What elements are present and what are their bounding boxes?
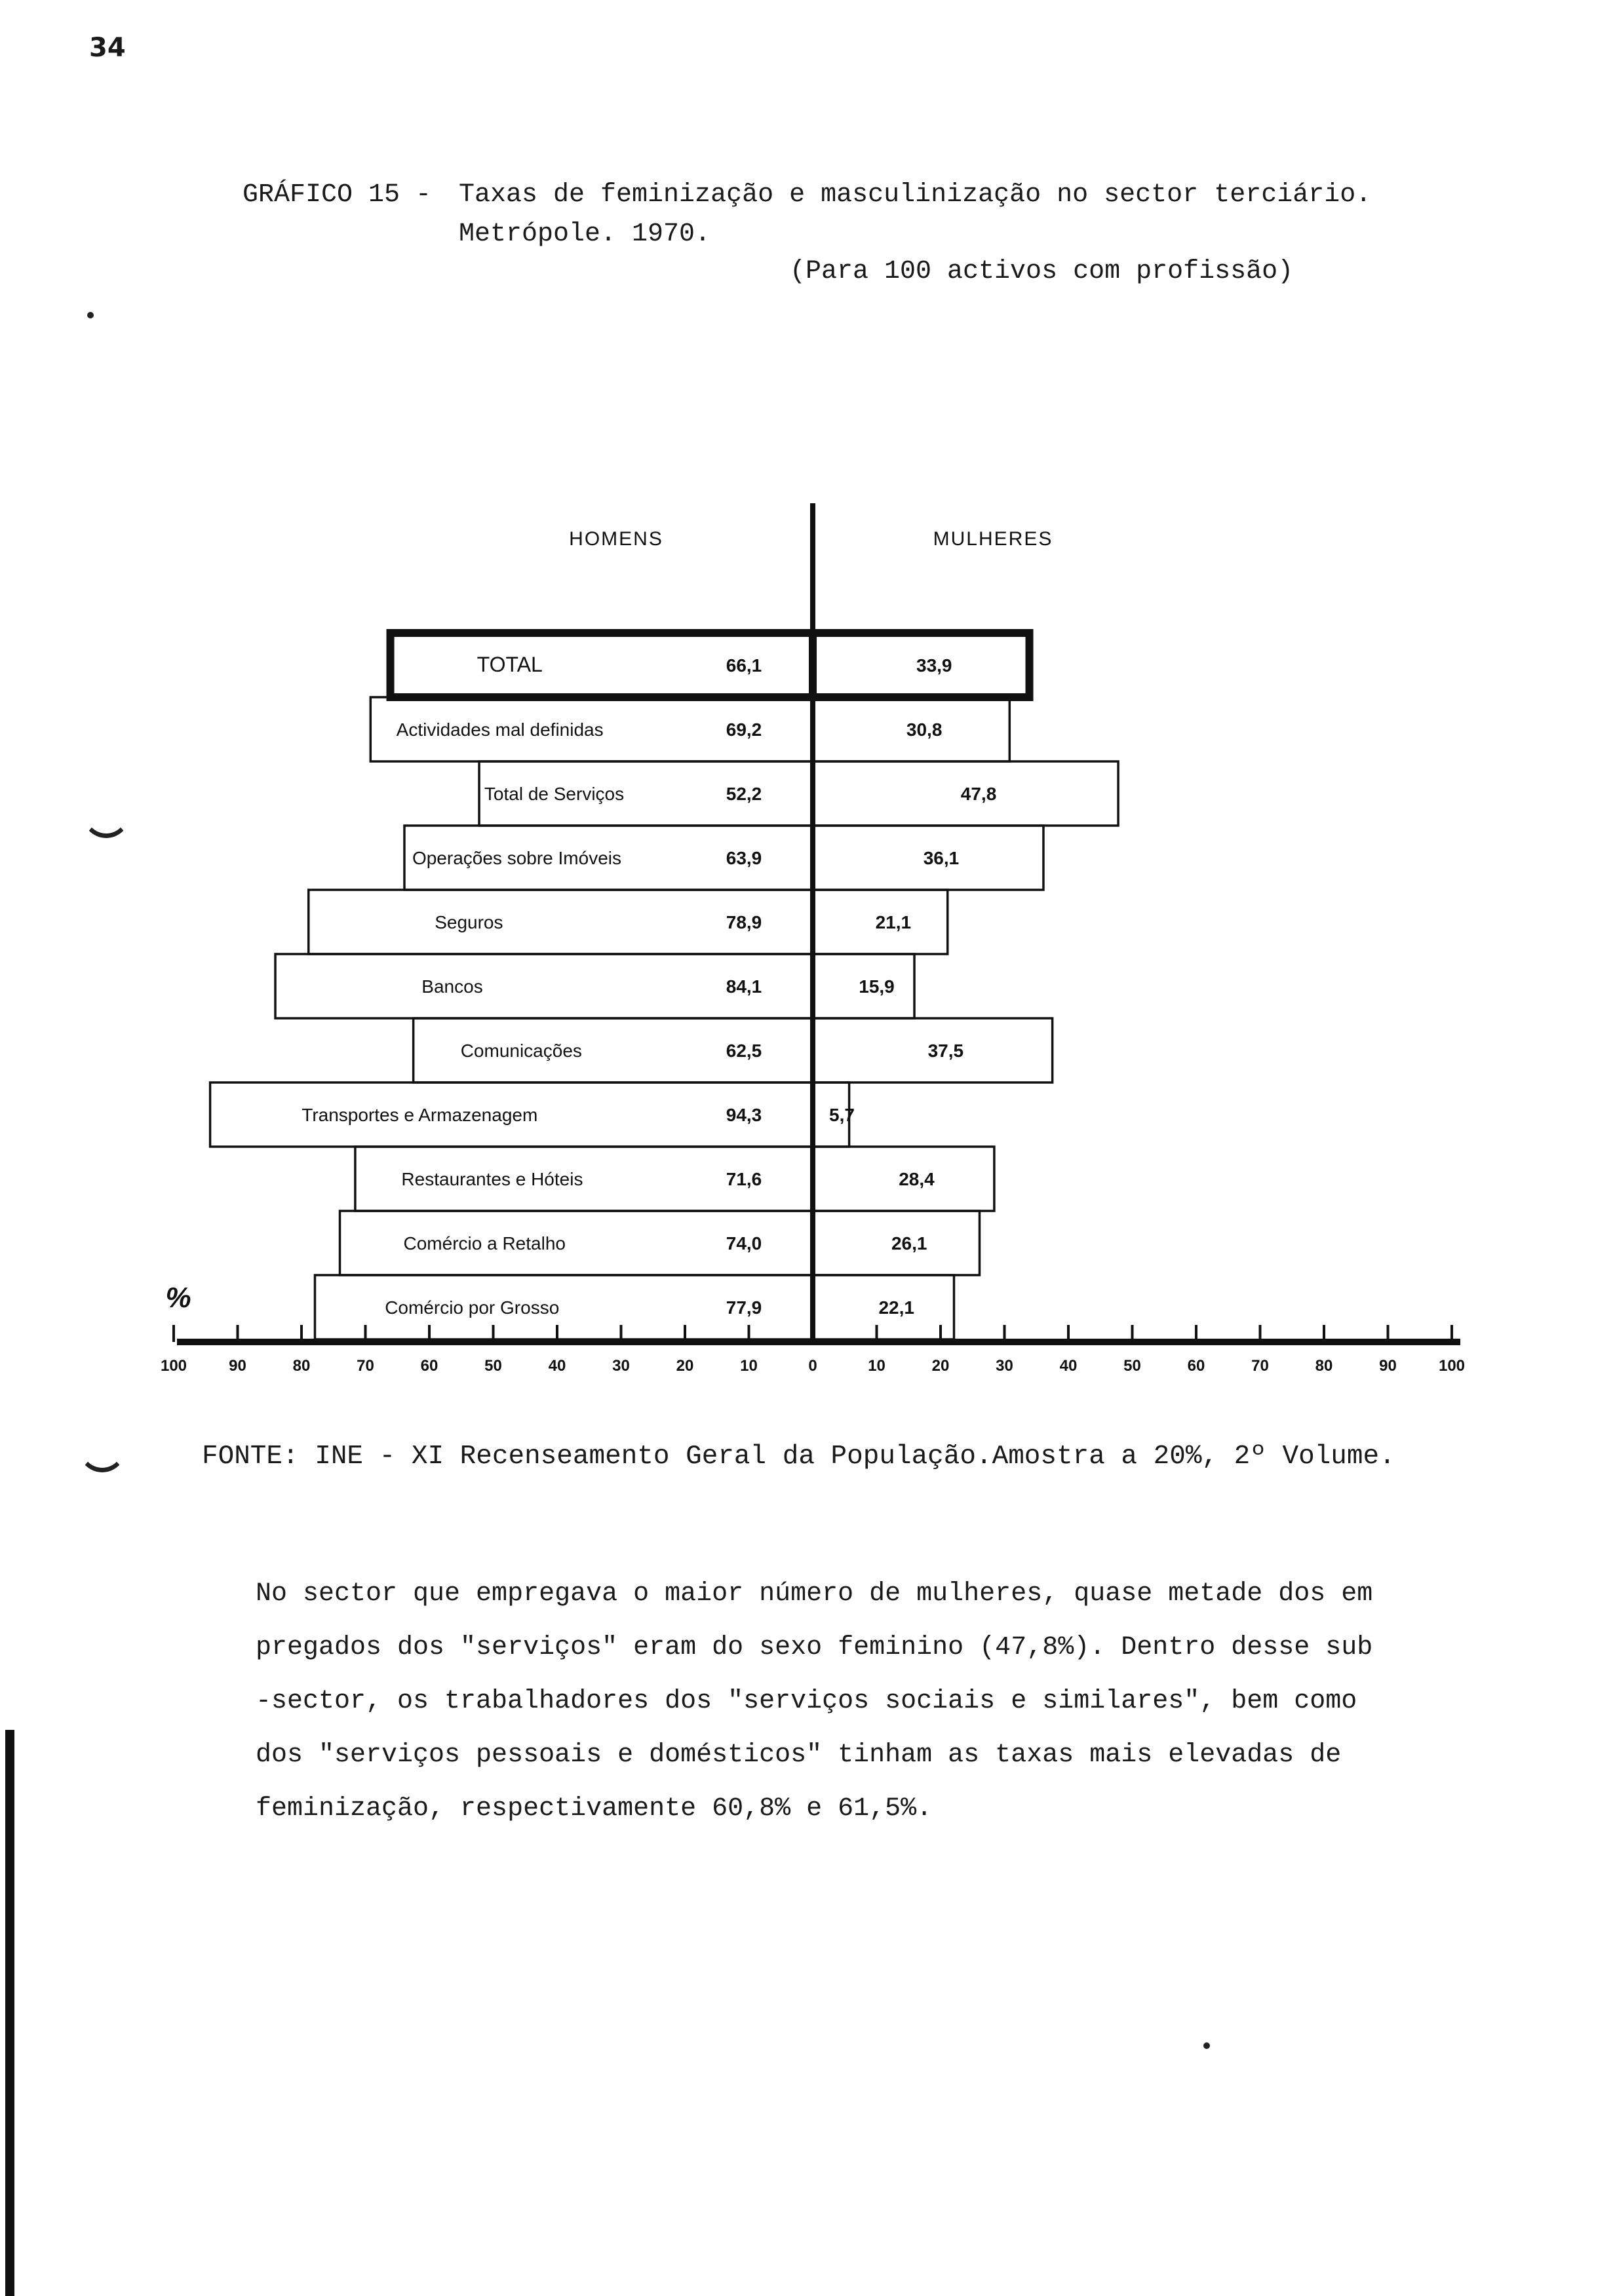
value-label-homens: 63,9 xyxy=(726,848,762,868)
x-tick-label: 20 xyxy=(676,1357,694,1375)
category-label: Restaurantes e Hóteis xyxy=(401,1169,583,1189)
category-label: Actividades mal definidas xyxy=(396,719,604,740)
value-label-homens: 69,2 xyxy=(726,719,762,740)
x-tick-label: 100 xyxy=(160,1357,187,1375)
x-tick-label: 90 xyxy=(1379,1357,1397,1375)
category-label: Total de Serviços xyxy=(484,784,625,804)
value-label-mulheres: 47,8 xyxy=(960,784,997,804)
value-label-homens: 66,1 xyxy=(726,655,762,676)
value-label-homens: 71,6 xyxy=(726,1169,762,1189)
x-tick-label: 40 xyxy=(1059,1357,1078,1375)
x-tick-label: 70 xyxy=(1251,1357,1269,1375)
bars-layer xyxy=(210,633,1118,1339)
paragraph-line: feminização, respectivamente 60,8% e 61,5%. xyxy=(256,1794,933,1824)
value-label-homens: 62,5 xyxy=(726,1041,762,1061)
x-tick-label: 60 xyxy=(420,1357,438,1375)
value-label-mulheres: 15,9 xyxy=(859,976,895,997)
value-label-homens: 52,2 xyxy=(726,784,762,804)
scan-edge-mark xyxy=(5,1730,14,2296)
category-label: Seguros xyxy=(435,912,503,932)
binding-mark xyxy=(79,1445,126,1472)
value-label-mulheres: 30,8 xyxy=(906,719,943,740)
value-label-homens: 94,3 xyxy=(726,1105,762,1125)
value-label-mulheres: 5,7 xyxy=(829,1105,855,1125)
category-label: Operações sobre Imóveis xyxy=(412,848,622,868)
category-label: Comércio a Retalho xyxy=(403,1233,566,1253)
paragraph-line: No sector que empregava o maior número de mulheres, quase metade dos em xyxy=(256,1579,1373,1609)
unit-note: (Para 100 activos com profissão) xyxy=(790,257,1294,286)
value-label-mulheres: 37,5 xyxy=(927,1041,964,1061)
value-label-homens: 74,0 xyxy=(726,1233,762,1253)
x-tick-label: 10 xyxy=(740,1357,758,1375)
page-number: 34 xyxy=(89,33,126,63)
caption-title-line1: Taxas de feminização e masculinização no sector terciário. xyxy=(459,180,1372,210)
paragraph-line: -sector, os trabalhadores dos "serviços sociais e similares", bem como xyxy=(256,1687,1357,1716)
x-tick-label: 30 xyxy=(612,1357,630,1375)
speck xyxy=(1203,2042,1210,2049)
x-tick-label: 90 xyxy=(229,1357,246,1375)
category-label: Comércio por Grosso xyxy=(385,1297,560,1318)
caption-title-line2: Metrópole. 1970. xyxy=(459,220,711,249)
paragraph-line: dos "serviços pessoais e domésticos" tinham as taxas mais elevadas de xyxy=(256,1740,1342,1770)
category-label: Bancos xyxy=(421,976,483,997)
paragraph-line: pregados dos "serviços" eram do sexo feminino (47,8%). Dentro desse sub xyxy=(256,1633,1373,1662)
caption-label: GRÁFICO 15 - xyxy=(243,180,432,210)
value-label-mulheres: 33,9 xyxy=(916,655,952,676)
x-tick-label: 30 xyxy=(996,1357,1013,1375)
x-tick-label: 60 xyxy=(1187,1357,1205,1375)
x-tick-label: 70 xyxy=(357,1357,374,1375)
x-tick-label: 50 xyxy=(484,1357,502,1375)
source-note: FONTE: INE - XI Recenseamento Geral da População.Amostra a 20%, 2º Volume. xyxy=(202,1442,1395,1472)
value-label-homens: 84,1 xyxy=(726,976,762,997)
value-label-mulheres: 21,1 xyxy=(875,912,912,932)
value-label-mulheres: 26,1 xyxy=(891,1233,927,1253)
x-tick-label: 10 xyxy=(868,1357,885,1375)
x-tick-label: 0 xyxy=(808,1357,817,1375)
category-label: TOTAL xyxy=(477,653,543,676)
header-homens: HOMENS xyxy=(569,528,663,550)
body-paragraph xyxy=(256,1567,1435,1836)
value-label-homens: 77,9 xyxy=(726,1297,762,1318)
x-tick-label: 100 xyxy=(1438,1357,1466,1375)
category-label: Transportes e Armazenagem xyxy=(302,1105,538,1125)
value-label-mulheres: 28,4 xyxy=(899,1169,935,1189)
x-tick-label: 80 xyxy=(292,1357,311,1375)
x-tick-label: 20 xyxy=(931,1357,950,1375)
value-label-homens: 78,9 xyxy=(726,912,762,932)
value-label-mulheres: 22,1 xyxy=(878,1297,914,1318)
axis-symbol: % xyxy=(165,1282,191,1314)
x-tick-label: 50 xyxy=(1123,1357,1141,1375)
value-label-mulheres: 36,1 xyxy=(923,848,960,868)
x-tick-label: 40 xyxy=(548,1357,566,1375)
category-label: Comunicações xyxy=(460,1041,582,1061)
header-mulheres: MULHERES xyxy=(933,528,1053,550)
x-tick-label: 80 xyxy=(1315,1357,1333,1375)
speck xyxy=(87,312,94,318)
